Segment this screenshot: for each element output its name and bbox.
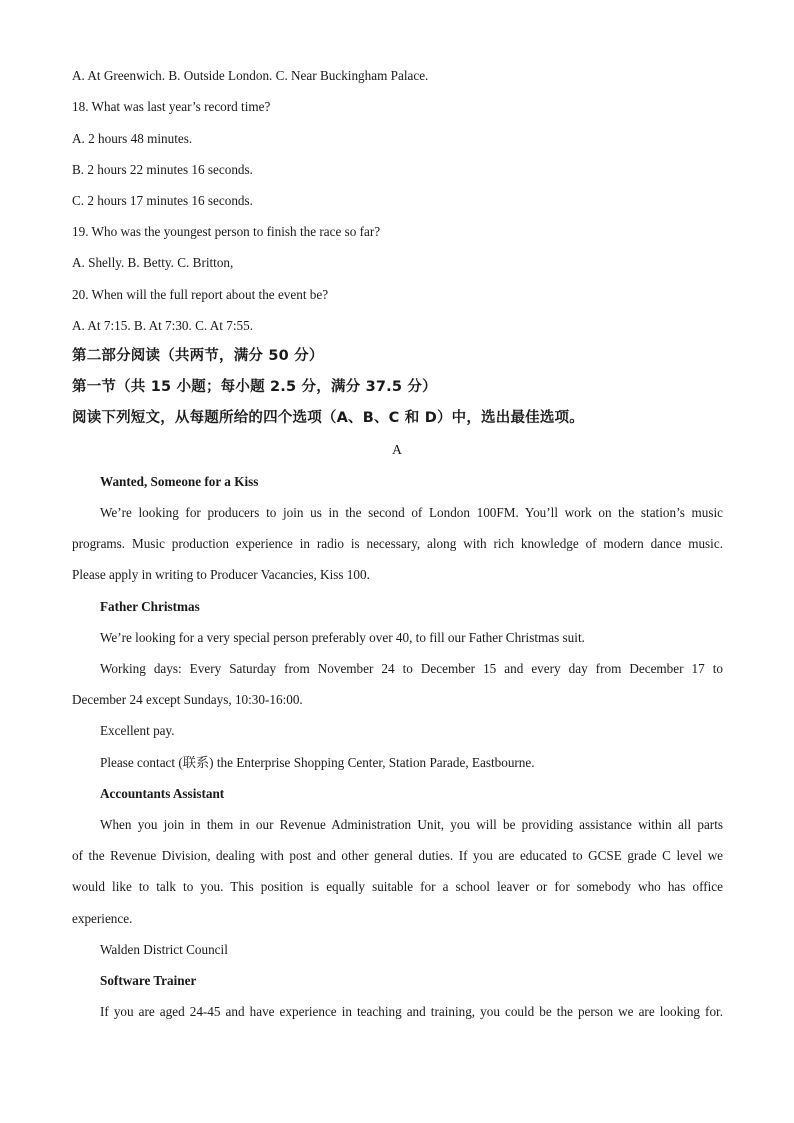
ad-kiss-title: Wanted, Someone for a Kiss: [100, 474, 259, 489]
ad-accountants-line: of the Revenue Division, dealing with post and other general duties. If you are educated to GCSE grade C level we: [72, 848, 723, 863]
ad-accountants-line: experience.: [72, 911, 133, 926]
part2-title: 第二部分阅读（共两节，满分 50 分）: [72, 348, 324, 364]
q18-option-c: C. 2 hours 17 minutes 16 seconds.: [72, 193, 253, 208]
q19-options: A. Shelly. B. Betty. C. Britton,: [72, 255, 234, 270]
ad-kiss-line: programs. Music production experience in radio is necessary, along with rich knowledge of modern dance music.: [72, 536, 723, 551]
q20-stem: 20. When will the full report about the event be?: [72, 287, 329, 302]
ad-accountants-line: When you join in them in our Revenue Administration Unit, you will be providing assistance within all parts: [100, 817, 723, 832]
ad-accountants-employer: Walden District Council: [100, 942, 228, 957]
ad-software-line: If you are aged 24-45 and have experience in teaching and training, you could be the person we are looking for.: [100, 1004, 723, 1019]
q18-stem: 18. What was last year’s record time?: [72, 99, 271, 114]
section1-title: 第一节（共 15 小题；每小题 2.5 分，满分 37.5 分）: [72, 379, 437, 395]
q20-options: A. At 7:15. B. At 7:30. C. At 7:55.: [72, 318, 253, 333]
ad-kiss-line: We’re looking for producers to join us in the second of London 100FM. You’ll work on the station’s music: [100, 505, 723, 520]
ad-father-christmas-days-cont: December 24 except Sundays, 10:30-16:00.: [72, 692, 303, 707]
ad-accountants-title: Accountants Assistant: [100, 786, 225, 801]
ad-father-christmas-contact: Please contact (联系) the Enterprise Shopping Center, Station Parade, Eastbourne.: [100, 755, 535, 770]
q17-options: A. At Greenwich. B. Outside London. C. Near Buckingham Palace.: [72, 68, 429, 83]
ad-father-christmas-title: Father Christmas: [100, 599, 200, 614]
q19-stem: 19. Who was the youngest person to finish the race so far?: [72, 224, 381, 239]
ad-kiss-line: Please apply in writing to Producer Vacancies, Kiss 100.: [72, 567, 370, 582]
ad-father-christmas-pay: Excellent pay.: [100, 723, 175, 738]
q18-option-b: B. 2 hours 22 minutes 16 seconds.: [72, 162, 253, 177]
reading-instruction: 阅读下列短文，从每题所给的四个选项（A、B、C 和 D）中，选出最佳选项。: [72, 410, 584, 426]
passage-label: A: [392, 442, 402, 457]
ad-father-christmas-line: We’re looking for a very special person preferably over 40, to fill our Father Christmas suit.: [100, 630, 585, 645]
ad-father-christmas-days: Working days: Every Saturday from November 24 to December 15 and every day from December 17 to: [100, 661, 723, 676]
q18-option-a: A. 2 hours 48 minutes.: [72, 131, 193, 146]
ad-accountants-line: would like to talk to you. This position is equally suitable for a school leaver or for somebody who has office: [72, 879, 723, 894]
ad-software-title: Software Trainer: [100, 973, 197, 988]
